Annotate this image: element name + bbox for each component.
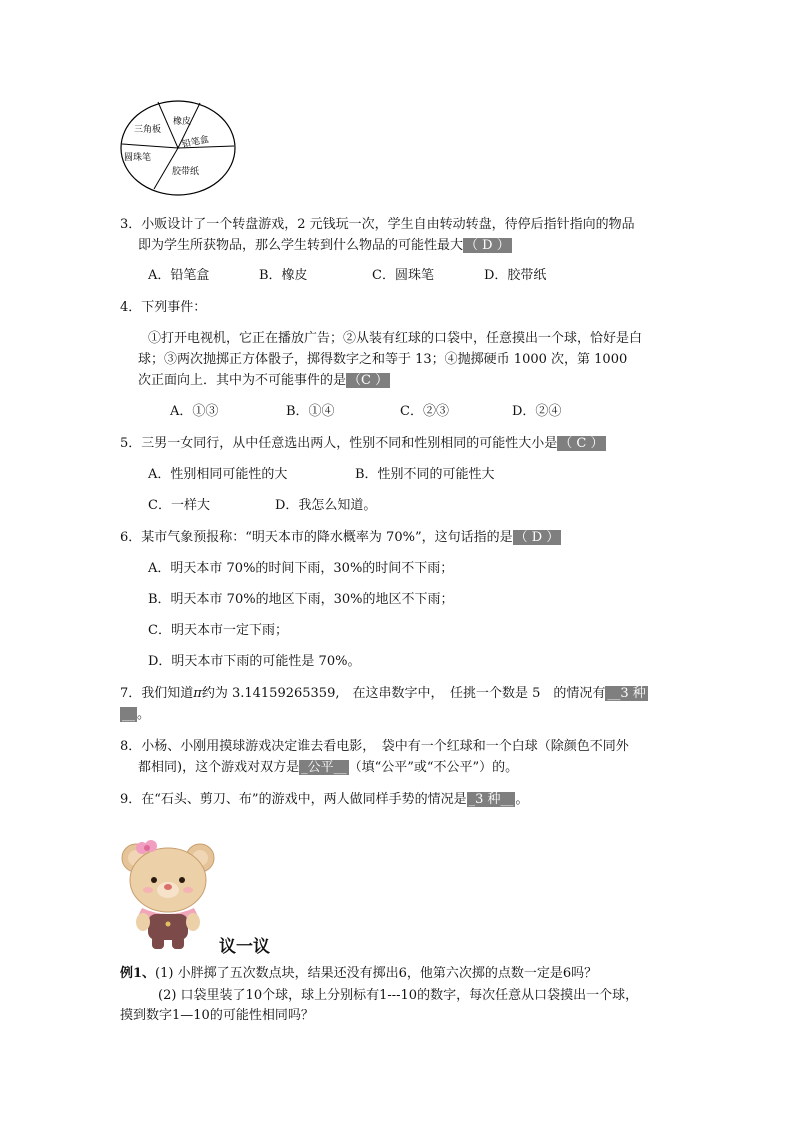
q7-line1 [120,682,648,701]
pi-symbol: π [193,686,202,701]
example-line3: 摸到数字1—10的可能性相同吗？ [120,1008,314,1023]
q7-text-b: 约为 3.14159265359, 在这串数字中， 任挑一个数是 5 的情况有 [201,686,606,701]
q5-answer: （ C ） [559,436,604,451]
q3-option-d: D．胶带纸 [484,268,547,283]
q7-end: 。 [137,707,151,722]
q6-option-a: A．明天本市 70%的时间下雨，30%的时间不下雨； [148,561,454,576]
bear-illustration [118,836,218,951]
q6-answer: （ D ） [514,530,560,545]
q4-text: 次正面向上．其中为不可能事件的是 [138,373,347,388]
q5-line1 [120,432,606,451]
q9-end: 。 [515,792,529,807]
sector-label: 铅笔盒 [181,134,210,151]
q8-line1: 8．小杨、小刚用摸球游戏决定谁去看电影， 袋中有一个红球和一个白球（除颜色不同外 [120,739,629,754]
q4-answer: （C ） [348,373,389,388]
q5-text: 5．三男一女同行，从中任意选出两人，性别不同和性别相同的可能性大小是 [120,436,558,451]
q5-option-c: C．一样大 [148,498,210,513]
q6-text: 6．某市气象预报称：“明天本市的降水概率为 70%”，这句话指的是 [120,530,513,545]
q4-option-c: C．②③ [400,404,449,419]
sector-label: 橡皮 [173,117,192,127]
q4-line1: ①打开电视机，它正在播放广告；②从装有红球的口袋中，任意摸出一个球，恰好是白 [148,331,643,346]
q5-option-a: A．性别相同可能性的大 [148,467,288,482]
q9-answer: _3 种__ [468,792,514,807]
q3-line2 [138,234,512,253]
sector-label: 三角板 [134,125,162,135]
q8-text-b: （填“公平”或“不公平”）的。 [348,760,519,775]
spinner-pie [118,98,238,198]
q7-answer: __3 种 [607,686,646,701]
example-line1 [120,962,597,981]
q3-line1: 3．小贩设计了一个转盘游戏，2 元钱玩一次，学生自由转动转盘，待停后指针指向的物品 [120,217,635,232]
q7-answer-tail: __ [122,707,135,722]
q6-option-d: D．明天本市下雨的可能性是 70%。 [148,654,361,669]
q7-line2 [120,703,150,722]
q4-option-d: D．②④ [512,404,562,419]
q8-line2 [138,756,518,775]
example-text1: (1) 小胖掷了五次数点块，结果还没有掷出6，他第六次掷的点数一定是6吗？ [155,966,598,981]
q6-line1 [120,526,561,545]
q4-title: 4．下列事件： [120,300,207,315]
example-line2: (2) 口袋里装了10个球，球上分别标有1---10的数字，每次任意从口袋摸出一个球， [158,988,639,1003]
sector-label: 圆珠笔 [124,153,152,163]
discuss-heading: 议一议 [219,937,270,957]
q6-option-b: B．明天本市 70%的地区下雨，30%的地区不下雨； [148,592,454,607]
q8-answer: _公平__ [301,760,347,775]
q4-option-b: B．①④ [286,404,335,419]
q4-option-a: A．①③ [170,404,219,419]
q9-line1 [120,788,529,807]
q9-text: 9．在“石头、剪刀、布”的游戏中，两人做同样手势的情况是 [120,792,467,807]
q3-text: 即为学生所获物品，那么学生转到什么物品的可能性最大 [138,238,464,253]
sector-label: 胶带纸 [172,167,200,177]
q6-option-c: C．明天本市一定下雨； [148,623,288,638]
q4-line2: 球；③两次抛掷正方体骰子，掷得数字之和等于 13；④抛掷硬币 1000 次，第 1000 [138,352,628,367]
q8-text: 都相同)，这个游戏对双方是 [138,760,300,775]
q3-answer: （ D ） [465,238,510,253]
q5-option-d: D．我怎么知道。 [275,498,377,513]
example-label: 例1、 [120,966,156,981]
q3-option-b: B．橡皮 [259,268,308,283]
q5-option-b: B．性别不同的可能性大 [355,467,495,482]
q3-option-c: C．圆珠笔 [372,268,434,283]
q4-line3 [138,369,390,388]
q7-text: 7．我们知道 [120,686,194,701]
q3-option-a: A．铅笔盒 [148,268,210,283]
